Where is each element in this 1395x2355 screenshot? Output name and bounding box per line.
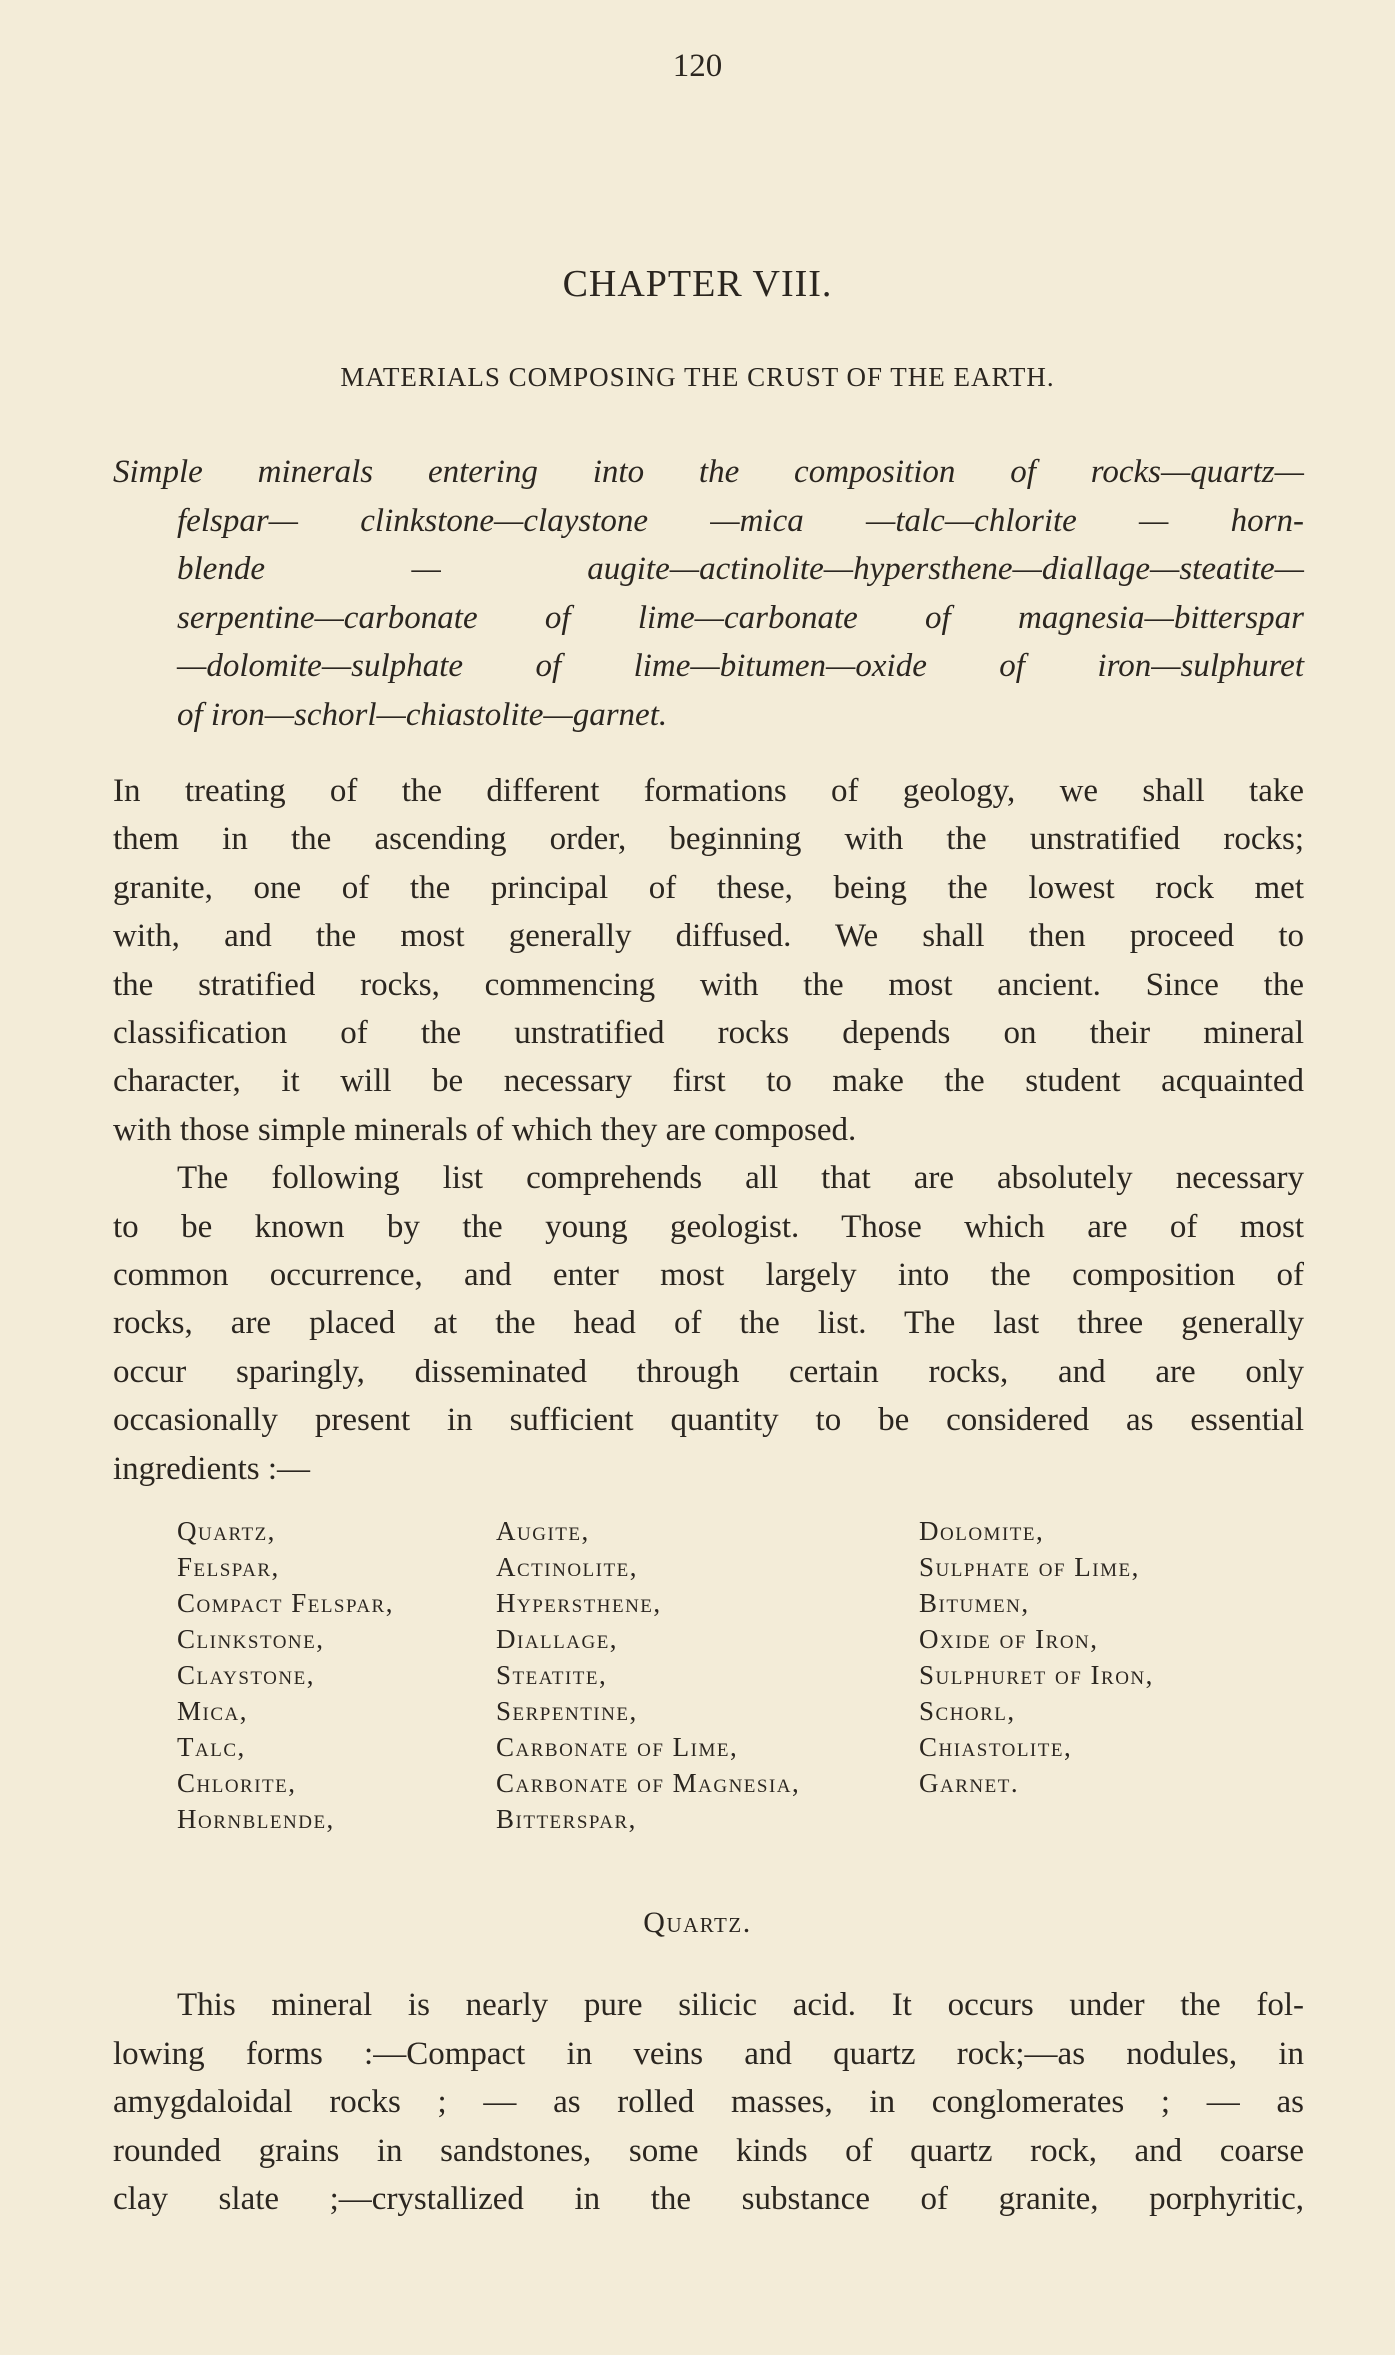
- mineral-item: Mica,: [177, 1696, 248, 1726]
- mineral-item: Felspar,: [177, 1552, 280, 1582]
- body-line: occur sparingly, disseminated through certain rocks, and are only: [113, 1353, 1304, 1390]
- mineral-item: Hypersthene,: [496, 1588, 662, 1618]
- mineral-item: Carbonate of Magnesia,: [496, 1768, 801, 1798]
- summary-line: Simple minerals entering into the composition of rocks—quartz—: [113, 454, 1304, 490]
- body-line: to be known by the young geologist. Those which are of most: [113, 1208, 1304, 1245]
- mineral-item: Actinolite,: [496, 1552, 638, 1582]
- summary-line: blende — augite—actinolite—hypersthene—diallage—steatite—: [177, 551, 1304, 587]
- mineral-item: Schorl,: [919, 1696, 1016, 1726]
- mineral-item: Sulphate of Lime,: [919, 1552, 1140, 1582]
- mineral-item: Hornblende,: [177, 1804, 335, 1834]
- mineral-item: Steatite,: [496, 1660, 608, 1690]
- quartz-line: amygdaloidal rocks ; — as rolled masses, in conglomerates ; — as: [113, 2084, 1304, 2120]
- body-line: In treating of the different formations of geology, we shall take: [113, 773, 1304, 809]
- quartz-line: clay slate ;—crystallized in the substance of granite, porphyritic,: [113, 2181, 1304, 2217]
- mineral-item: Claystone,: [177, 1660, 315, 1690]
- summary-line: of iron—schorl—chiastolite—garnet.: [177, 696, 668, 733]
- body-line: character, it will be necessary first to make the student acquainted: [113, 1063, 1304, 1100]
- quartz-line: rounded grains in sandstones, some kinds of quartz rock, and coarse: [113, 2132, 1304, 2169]
- summary-line: —dolomite—sulphate of lime—bitumen—oxide of iron—sulphuret: [177, 648, 1304, 684]
- mineral-item: Chiastolite,: [919, 1732, 1073, 1762]
- mineral-item: Garnet.: [919, 1768, 1020, 1798]
- mineral-item: Serpentine,: [496, 1696, 638, 1726]
- mineral-item: Bitumen,: [919, 1588, 1030, 1618]
- chapter-title: CHAPTER VIII.: [562, 263, 833, 305]
- body-line: with, and the most generally diffused. We shall then proceed to: [113, 918, 1304, 955]
- chapter-subtitle: MATERIALS COMPOSING THE CRUST OF THE EARTH.: [340, 362, 1055, 392]
- mineral-item: Chlorite,: [177, 1768, 297, 1798]
- body-line: common occurrence, and enter most largely into the composition of: [113, 1257, 1304, 1293]
- mineral-item: Carbonate of Lime,: [496, 1732, 739, 1762]
- summary-line: felspar— clinkstone—claystone —mica —talc—chlorite — horn-: [177, 502, 1304, 539]
- body-line: classification of the unstratified rocks depends on their mineral: [113, 1015, 1304, 1051]
- summary-line: serpentine—carbonate of lime—carbonate of magnesia—bitterspar: [177, 599, 1304, 636]
- body-line: The following list comprehends all that are absolutely necessary: [177, 1160, 1304, 1197]
- body-line: ingredients :—: [113, 1450, 311, 1487]
- body-line: occasionally present in sufficient quantity to be considered as essential: [113, 1402, 1304, 1439]
- mineral-item: Dolomite,: [919, 1516, 1045, 1546]
- mineral-item: Clinkstone,: [177, 1624, 325, 1654]
- page-number: 120: [672, 48, 723, 84]
- quartz-line: This mineral is nearly pure silicic acid. It occurs under the fol-: [177, 1987, 1304, 2023]
- body-line: with those simple minerals of which they are composed.: [113, 1111, 857, 1148]
- body-line: granite, one of the principal of these, being the lowest rock met: [113, 869, 1304, 906]
- quartz-line: lowing forms :—Compact in veins and quartz rock;—as nodules, in: [113, 2035, 1304, 2072]
- mineral-item: Bitterspar,: [496, 1804, 637, 1834]
- mineral-item: Compact Felspar,: [177, 1588, 394, 1618]
- mineral-item: Augite,: [496, 1516, 590, 1546]
- section-heading-quartz: Quartz.: [643, 1906, 752, 1939]
- mineral-item: Sulphuret of Iron,: [919, 1660, 1154, 1690]
- mineral-item: Oxide of Iron,: [919, 1624, 1099, 1654]
- body-line: them in the ascending order, beginning with the unstratified rocks;: [113, 821, 1304, 858]
- mineral-item: Talc,: [177, 1732, 246, 1762]
- body-line: the stratified rocks, commencing with the most ancient. Since the: [113, 966, 1304, 1003]
- mineral-item: Quartz,: [177, 1516, 276, 1546]
- mineral-item: Diallage,: [496, 1624, 619, 1654]
- body-line: rocks, are placed at the head of the list. The last three generally: [113, 1305, 1304, 1342]
